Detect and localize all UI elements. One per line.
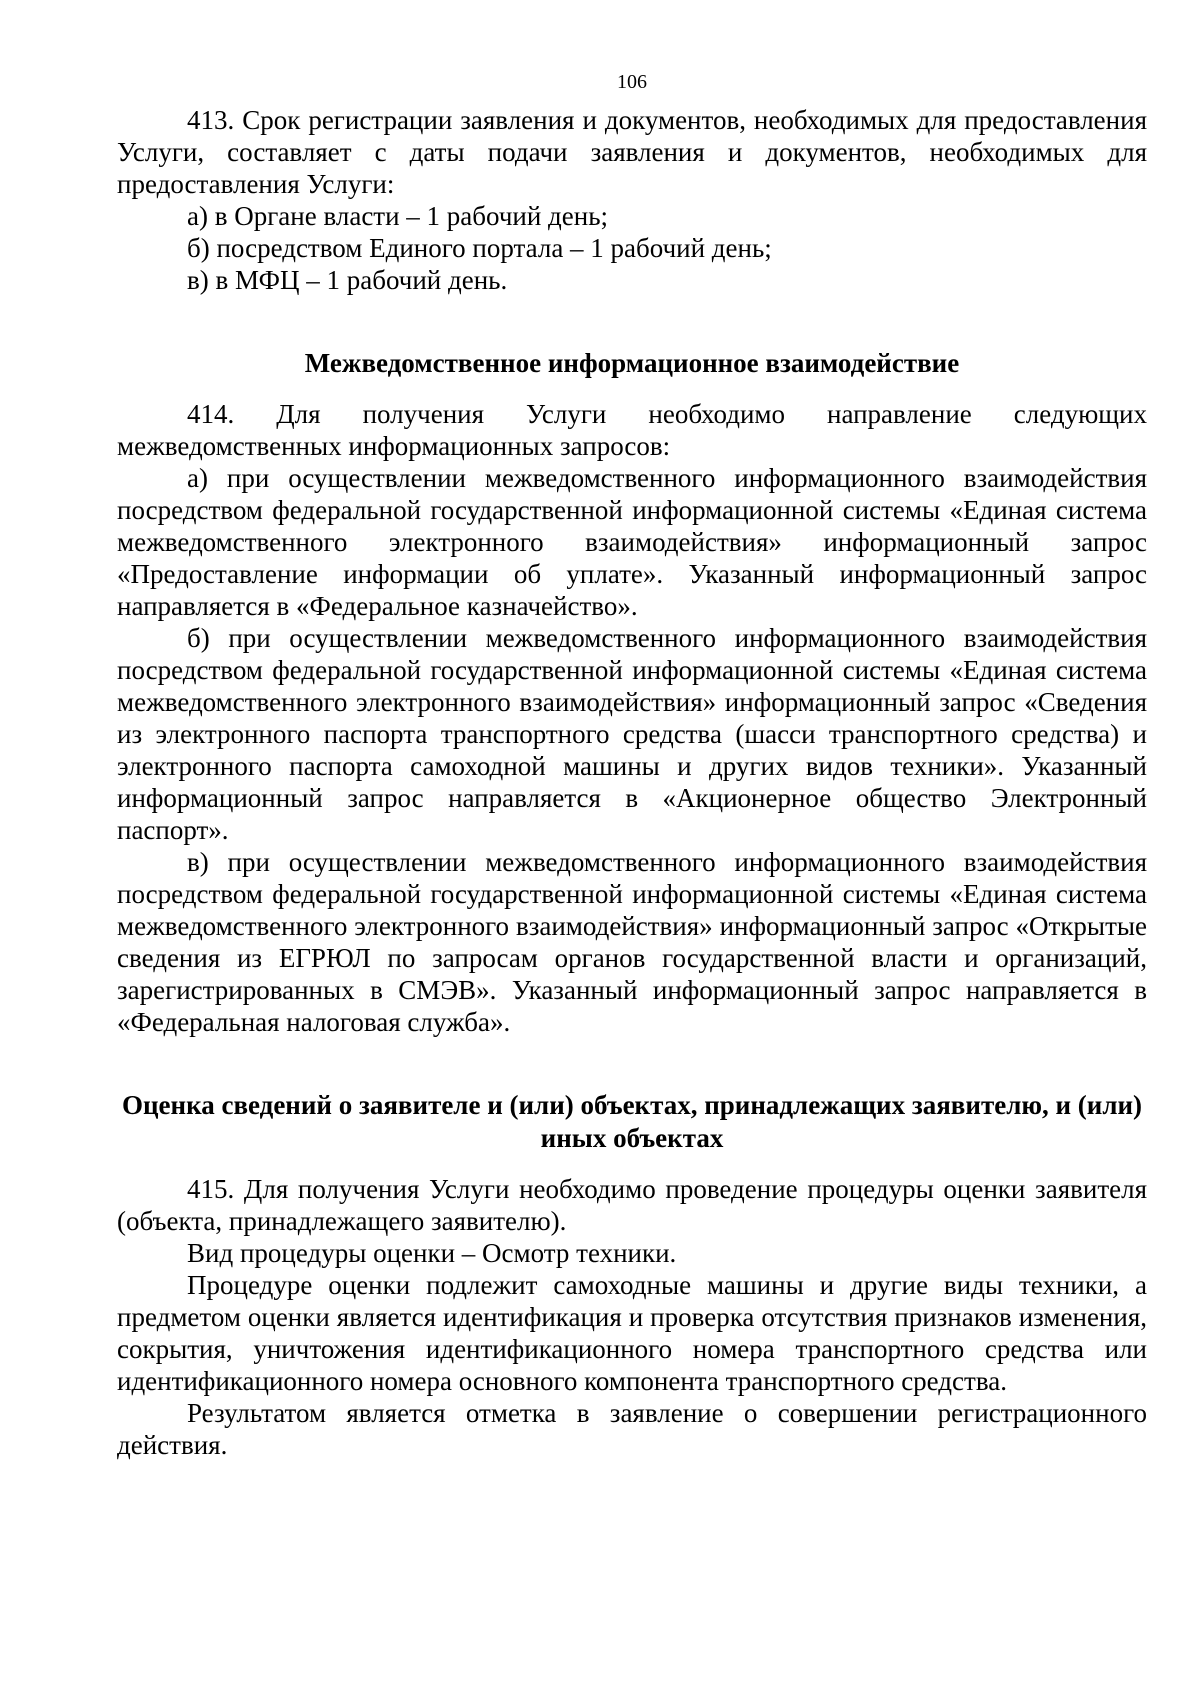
list-item-414-c: в) при осуществлении межведомственного информационного взаимодействия посредством федеральной государственной информационной системы «Единая система межведомственного электронного взаимодействия» информационный запрос «Открытые сведения из ЕГРЮЛ по запросам органов государственной власти и организаций, зарегистрированных в СМЭВ». Указанный информационный запрос направляется в «Федеральная налоговая служба».	[117, 847, 1147, 1037]
heading-applicant-assessment: Оценка сведений о заявителе и (или) объектах, принадлежащих заявителю, и (или) иных объектах	[121, 1090, 1143, 1153]
list-item-413-a: а) в Органе власти – 1 рабочий день;	[187, 201, 609, 231]
list-item-414-a: а) при осуществлении межведомственного информационного взаимодействия посредством федеральной государственной информационной системы «Единая система межведомственного электронного взаимодействия» информационный запрос «Предоставление информации об уплате». Указанный информационный запрос направляется в «Федеральное казначейство».	[117, 463, 1147, 621]
paragraph-415-result: Результатом является отметка в заявление о совершении регистрационного действия.	[117, 1398, 1147, 1460]
paragraph-414-intro: 414. Для получения Услуги необходимо направление следующих межведомственных информационных запросов:	[117, 399, 1147, 461]
paragraph-415-subject: Процедуре оценки подлежит самоходные машины и другие виды техники, а предметом оценки является идентификация и проверка отсутствия признаков изменения, сокрытия, уничтожения идентификационного номера транспортного средства или идентификационного номера основного компонента транспортного средства.	[117, 1270, 1147, 1396]
section-414	[117, 398, 1147, 1038]
section-415	[117, 1173, 1147, 1461]
heading-interagency-interaction: Межведомственное информационное взаимодействие	[304, 348, 960, 378]
list-item-414-b: б) при осуществлении межведомственного информационного взаимодействия посредством федеральной государственной информационной системы «Единая система межведомственного электронного взаимодействия» информационный запрос «Сведения из электронного паспорта транспортного средства (шасси транспортного средства) и электронного паспорта самоходной машины и других видов техники». Указанный информационный запрос направляется в «Акционерное общество Электронный паспорт».	[117, 623, 1147, 845]
section-413	[117, 104, 1147, 296]
document-page	[117, 70, 1147, 1461]
list-item-413-b: б) посредством Единого портала – 1 рабочий день;	[187, 233, 772, 263]
list-item-413-c: в) в МФЦ – 1 рабочий день.	[187, 265, 508, 295]
paragraph-415-procedure-type: Вид процедуры оценки – Осмотр техники.	[187, 1238, 677, 1268]
paragraph-415-intro: 415. Для получения Услуги необходимо проведение процедуры оценки заявителя (объекта, принадлежащего заявителю).	[117, 1174, 1147, 1236]
paragraph-413-intro: 413. Срок регистрации заявления и документов, необходимых для предоставления Услуги, составляет с даты подачи заявления и документов, необходимых для предоставления Услуги:	[117, 105, 1147, 199]
page-number: 106	[617, 71, 647, 93]
